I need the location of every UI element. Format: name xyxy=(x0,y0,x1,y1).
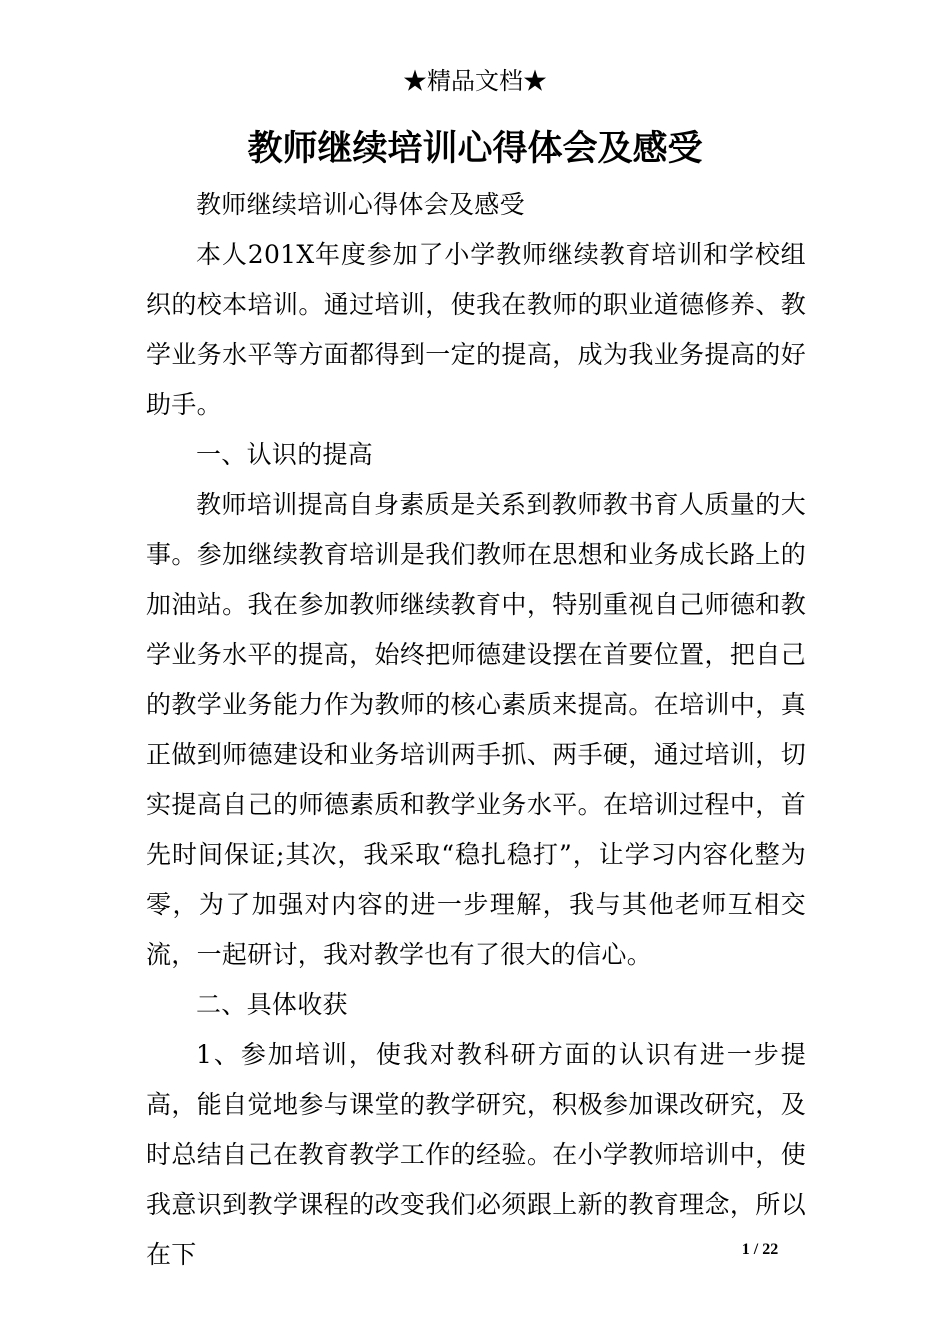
page-header: ★精品文档★ xyxy=(403,67,547,95)
page-number: 1 / 22 xyxy=(741,1241,779,1258)
body-paragraph-1: 教师培训提高自身素质是关系到教师教书育人质量的大事。参加继续教育培训是我们教师在思想和业务成长路上的加油站。我在参加教师继续教育中，特别重视自己师德和教学业务水平的提高，始终把师德建设摆在首要位置，把自己的教学业务能力作为教师的核心素质来提高。在培训中，真正做到师德建设和业务培训两手抓、两手硬，通过培训，切实提高自己的师德素质和教学业务水平。在培训过程中，首先时间保证;其次，我采取“稳扎稳打”，让学习内容化整为零，为了加强对内容的进一步理解，我与其他老师互相交流，一起研讨，我对教学也有了很大的信心。 xyxy=(146,490,806,969)
section-heading-1: 一、认识的提高 xyxy=(196,440,374,469)
subtitle-paragraph: 教师继续培训心得体会及感受 xyxy=(196,190,525,219)
document-body xyxy=(146,180,806,1280)
section-heading-2: 二、具体收获 xyxy=(196,990,348,1019)
document-title: 教师继续培训心得体会及感受 xyxy=(247,128,703,169)
body-paragraph-2: 1、参加培训，使我对教科研方面的认识有进一步提高，能自觉地参与课堂的教学研究，积极参加课改研究，及时总结自己在教育教学工作的经验。在小学教师培训中，使我意识到教学课程的改变我们必须跟上新的教育理念，所以在下 xyxy=(146,1040,806,1269)
intro-paragraph: 本人201X年度参加了小学教师继续教育培训和学校组织的校本培训。通过培训，使我在教师的职业道德修养、教学业务水平等方面都得到一定的提高，成为我业务提高的好助手。 xyxy=(146,240,806,419)
